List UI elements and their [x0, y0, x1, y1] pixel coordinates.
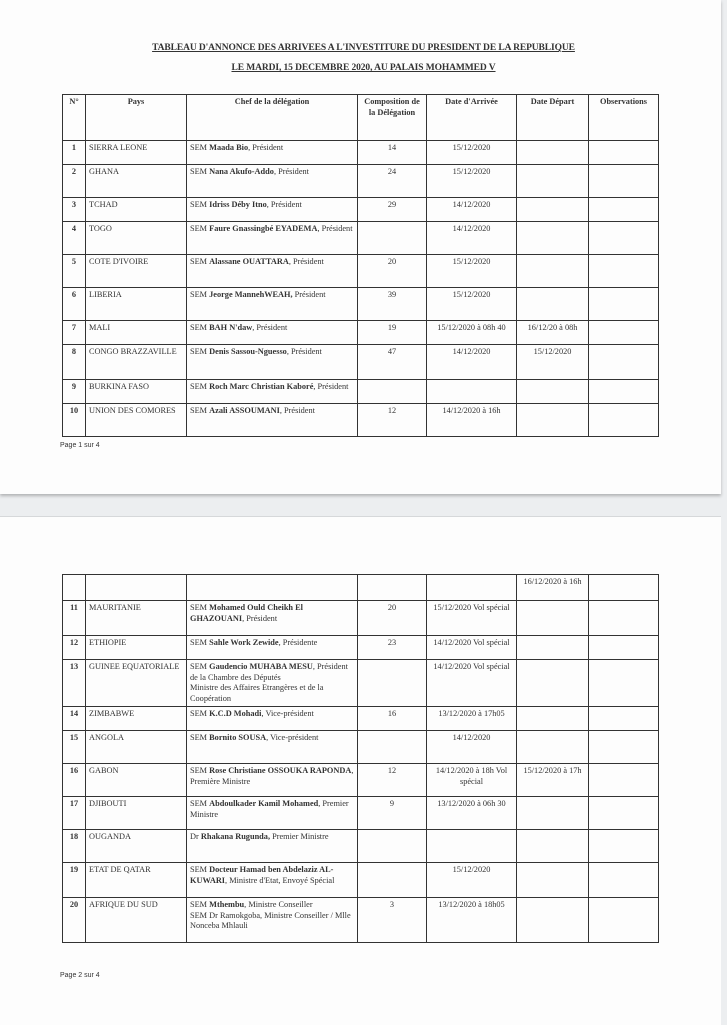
- document-page-2: [0, 516, 721, 1025]
- col-header-departure-date: Date Départ: [517, 95, 589, 141]
- cell-observations: [589, 797, 659, 830]
- delegation-head-name: Nana Akufo-Addo: [209, 167, 274, 176]
- cell-departure-date: [517, 830, 589, 863]
- cell-country: AFRIQUE DU SUD: [86, 898, 187, 943]
- table-row: [63, 764, 659, 797]
- cell-departure-date: 16/12/2020 à 16h: [517, 575, 589, 601]
- arrivals-table-page-1: [62, 94, 659, 437]
- cell-composition: [358, 222, 427, 255]
- delegation-head-prefix: SEM: [190, 662, 210, 671]
- table-row: [63, 731, 659, 764]
- cell-number: 16: [63, 764, 86, 797]
- cell-observations: [589, 707, 659, 731]
- cell-observations: [589, 404, 659, 437]
- cell-departure-date: [517, 141, 589, 165]
- cell-country: [86, 575, 187, 601]
- delegation-head-title: , Président de la Chambre des Députés: [190, 662, 348, 682]
- cell-country: SIERRA LEONE: [86, 141, 187, 165]
- delegation-head-title: , Président: [273, 167, 309, 176]
- cell-arrival-date: 15/12/2020: [427, 165, 517, 198]
- cell-departure-date: [517, 288, 589, 321]
- cell-number: 8: [63, 345, 86, 380]
- delegation-head-prefix: SEM: [190, 167, 210, 176]
- cell-departure-date: 16/12/20 à 08h: [517, 321, 589, 345]
- cell-departure-date: 15/12/2020 à 17h: [517, 764, 589, 797]
- cell-composition: 19: [358, 321, 427, 345]
- table-row: [63, 141, 659, 165]
- delegation-head-title: , Président: [248, 143, 284, 152]
- delegation-head-name: Bornito SOUSA: [209, 733, 267, 742]
- delegation-head-title: , Président: [279, 406, 315, 415]
- cell-arrival-date: [427, 380, 517, 404]
- delegation-head-name: Denis Sassou-Nguesso: [209, 347, 287, 356]
- cell-arrival-date: 15/12/2020 à 08h 40: [427, 321, 517, 345]
- cell-departure-date: [517, 255, 589, 288]
- delegation-head-title: , Présidente: [278, 638, 318, 647]
- delegation-head-name: Sahle Work Zewide: [209, 638, 279, 647]
- cell-composition: [358, 830, 427, 863]
- col-header-delegation-head: Chef de la délégation: [187, 95, 358, 141]
- table-row: [63, 636, 659, 660]
- cell-composition: 20: [358, 255, 427, 288]
- delegation-head-title: , Ministre d'Etat, Envoyé Spécial: [225, 875, 335, 885]
- delegation-head-title: , Président: [288, 257, 324, 266]
- cell-arrival-date: 15/12/2020: [427, 863, 517, 898]
- table-row: [63, 830, 659, 863]
- delegation-head-prefix: SEM: [190, 900, 210, 909]
- cell-country: ANGOLA: [86, 731, 187, 764]
- cell-departure-date: [517, 601, 589, 636]
- cell-number: 5: [63, 255, 86, 288]
- document-subtitle: LE MARDI, 15 DECEMBRE 2020, AU PALAIS MOHAMMED V: [231, 63, 496, 73]
- cell-arrival-date: 14/12/2020 à 16h: [427, 404, 517, 437]
- cell-composition: [358, 660, 427, 707]
- delegation-head-prefix: SEM: [190, 257, 210, 266]
- cell-composition: 20: [358, 601, 427, 636]
- delegation-head-prefix: Dr: [190, 832, 201, 841]
- cell-composition: [358, 380, 427, 404]
- cell-departure-date: [517, 660, 589, 707]
- delegation-head-prefix: SEM: [190, 382, 210, 391]
- col-header-arrival-date: Date d'Arrivée: [427, 95, 517, 141]
- cell-observations: [589, 380, 659, 404]
- table-row: [63, 404, 659, 437]
- delegation-head-name: Jeorge MannehWEAH,: [209, 290, 293, 299]
- delegation-head-title: , Vice-président: [261, 709, 314, 718]
- table-row-continuation: [63, 575, 659, 601]
- cell-observations: [589, 141, 659, 165]
- delegation-head-title: , Ministre Conseiller: [244, 900, 313, 909]
- delegation-head-prefix: SEM: [190, 603, 210, 612]
- cell-country: ZIMBABWE: [86, 707, 187, 731]
- cell-country: MAURITANIE: [86, 601, 187, 636]
- cell-observations: [589, 288, 659, 321]
- cell-composition: 16: [358, 707, 427, 731]
- cell-country: UNION DES COMORES: [86, 404, 187, 437]
- delegation-head-name: Mohamed Ould Cheikh El GHAZOUANI: [190, 603, 303, 623]
- delegation-head-prefix: SEM: [190, 709, 210, 718]
- cell-delegation-head: [187, 707, 358, 731]
- delegation-head-title: , Premier Ministre: [190, 799, 349, 819]
- cell-country: ETAT DE QATAR: [86, 863, 187, 898]
- table-row: [63, 707, 659, 731]
- cell-composition: [358, 731, 427, 764]
- col-header-country: Pays: [86, 95, 187, 141]
- cell-observations: [589, 345, 659, 380]
- cell-departure-date: [517, 731, 589, 764]
- delegation-head-title: , Vice-président: [266, 733, 319, 742]
- delegation-head-prefix: SEM: [190, 766, 210, 775]
- cell-arrival-date: 14/12/2020: [427, 198, 517, 222]
- table-header-row: [63, 95, 659, 141]
- cell-composition: [358, 863, 427, 898]
- delegation-head-name: Maada Bio: [209, 143, 249, 152]
- cell-departure-date: [517, 165, 589, 198]
- cell-country: TOGO: [86, 222, 187, 255]
- cell-number: 17: [63, 797, 86, 830]
- cell-delegation-head: [187, 288, 358, 321]
- cell-departure-date: [517, 863, 589, 898]
- delegation-head-title: , Président: [313, 382, 349, 391]
- cell-number: 12: [63, 636, 86, 660]
- cell-observations: [589, 165, 659, 198]
- cell-delegation-head: [187, 575, 358, 601]
- cell-delegation-head: [187, 636, 358, 660]
- delegation-head-prefix: SEM: [190, 733, 210, 742]
- cell-number: 7: [63, 321, 86, 345]
- table-row: [63, 288, 659, 321]
- delegation-head-prefix: SEM: [190, 200, 210, 209]
- delegation-head-name: Docteur Hamad ben Abdelaziz AL-KUWARI: [190, 865, 334, 885]
- cell-observations: [589, 255, 659, 288]
- cell-country: GUINEE EQUATORIALE: [86, 660, 187, 707]
- table-row: [63, 165, 659, 198]
- delegation-head-name: Rose Christiane OSSOUKA RAPONDA: [209, 766, 352, 775]
- cell-delegation-head: [187, 141, 358, 165]
- cell-delegation-head: [187, 830, 358, 863]
- cell-observations: [589, 731, 659, 764]
- cell-arrival-date: 14/12/2020: [427, 222, 517, 255]
- cell-number: 9: [63, 380, 86, 404]
- col-header-number: N°: [63, 95, 86, 141]
- cell-arrival-date: 13/12/2020 à 17h05: [427, 707, 517, 731]
- cell-number: 10: [63, 404, 86, 437]
- cell-country: GHANA: [86, 165, 187, 198]
- delegation-head-prefix: SEM: [190, 347, 210, 356]
- delegation-head-prefix: SEM: [190, 290, 210, 299]
- cell-country: ETHIOPIE: [86, 636, 187, 660]
- delegation-head-title: , Président: [252, 323, 288, 332]
- cell-number: 2: [63, 165, 86, 198]
- table-row: [63, 863, 659, 898]
- cell-number: 1: [63, 141, 86, 165]
- delegation-head-name: Alassane OUATTARA: [209, 257, 289, 266]
- document-page-1: [0, 0, 721, 494]
- cell-number: 15: [63, 731, 86, 764]
- cell-country: LIBERIA: [86, 288, 187, 321]
- delegation-head-name: Abdoulkader Kamil Mohamed: [209, 799, 319, 808]
- table-row: [63, 380, 659, 404]
- delegation-head-title: , Première Ministre: [190, 766, 354, 786]
- cell-observations: [589, 601, 659, 636]
- cell-composition: 39: [358, 288, 427, 321]
- table-row: [63, 797, 659, 830]
- cell-arrival-date: 13/12/2020 à 06h 30: [427, 797, 517, 830]
- cell-composition: 29: [358, 198, 427, 222]
- cell-number: 18: [63, 830, 86, 863]
- cell-arrival-date: 15/12/2020: [427, 255, 517, 288]
- cell-delegation-head: [187, 797, 358, 830]
- cell-number: 14: [63, 707, 86, 731]
- cell-departure-date: [517, 404, 589, 437]
- cell-arrival-date: [427, 575, 517, 601]
- cell-arrival-date: 15/12/2020: [427, 288, 517, 321]
- cell-arrival-date: 14/12/2020 à 18h Vol spécial: [427, 764, 517, 797]
- cell-number: 6: [63, 288, 86, 321]
- cell-number: 4: [63, 222, 86, 255]
- delegation-head-prefix: SEM: [190, 143, 210, 152]
- delegation-head-extra: SEM Dr Ramokgoba, Ministre Conseiller / Mlle Nonceba Mhlauli: [190, 910, 351, 930]
- cell-departure-date: [517, 380, 589, 404]
- delegation-head-title: Premier Ministre: [270, 832, 329, 841]
- cell-observations: [589, 198, 659, 222]
- cell-delegation-head: [187, 345, 358, 380]
- cell-composition: 14: [358, 141, 427, 165]
- cell-composition: 47: [358, 345, 427, 380]
- cell-delegation-head: [187, 222, 358, 255]
- cell-number: 3: [63, 198, 86, 222]
- cell-delegation-head: [187, 198, 358, 222]
- table-row: [63, 345, 659, 380]
- cell-arrival-date: 15/12/2020 Vol spécial: [427, 601, 517, 636]
- cell-departure-date: [517, 636, 589, 660]
- delegation-head-title: , Président: [317, 224, 353, 233]
- cell-observations: [589, 636, 659, 660]
- table-row: [63, 660, 659, 707]
- cell-arrival-date: 14/12/2020: [427, 345, 517, 380]
- delegation-head-title: , Président: [266, 200, 302, 209]
- col-header-composition: Composition de la Délégation: [358, 95, 427, 141]
- delegation-head-prefix: SEM: [190, 799, 210, 808]
- cell-delegation-head: [187, 165, 358, 198]
- cell-departure-date: [517, 707, 589, 731]
- cell-delegation-head: [187, 601, 358, 636]
- cell-observations: [589, 830, 659, 863]
- cell-delegation-head: [187, 731, 358, 764]
- delegation-head-prefix: SEM: [190, 224, 210, 233]
- delegation-head-title: , Président: [286, 347, 322, 356]
- table-row: [63, 222, 659, 255]
- delegation-head-name: Idriss Déby Itno: [209, 200, 267, 209]
- cell-country: GABON: [86, 764, 187, 797]
- table-row: [63, 321, 659, 345]
- cell-observations: [589, 575, 659, 601]
- table-row: [63, 898, 659, 943]
- document-title: TABLEAU D'ANNONCE DES ARRIVEES A L'INVESTITURE DU PRESIDENT DE LA REPUBLIQUE: [152, 43, 575, 53]
- delegation-head-prefix: SEM: [190, 865, 210, 874]
- cell-arrival-date: 13/12/2020 à 18h05: [427, 898, 517, 943]
- delegation-head-name: Rhakana Rugunda,: [200, 832, 271, 841]
- delegation-head-title: , Président: [242, 613, 278, 623]
- cell-observations: [589, 863, 659, 898]
- cell-country: COTE D'IVOIRE: [86, 255, 187, 288]
- delegation-head-name: Gaudencio MUHABA MESU: [209, 662, 313, 671]
- page-footer: Page 2 sur 4: [60, 972, 100, 979]
- cell-composition: 24: [358, 165, 427, 198]
- cell-delegation-head: [187, 863, 358, 898]
- cell-country: CONGO BRAZZAVILLE: [86, 345, 187, 380]
- table-row: [63, 255, 659, 288]
- cell-departure-date: 15/12/2020: [517, 345, 589, 380]
- delegation-head-name: Roch Marc Christian Kaboré: [209, 382, 314, 391]
- delegation-head-name: Mthembu: [209, 900, 245, 909]
- cell-country: MALI: [86, 321, 187, 345]
- delegation-head-prefix: SEM: [190, 638, 210, 647]
- col-header-observations: Observations: [589, 95, 659, 141]
- cell-delegation-head: [187, 404, 358, 437]
- cell-delegation-head: [187, 764, 358, 797]
- arrivals-table-page-2: [62, 574, 659, 943]
- cell-delegation-head: [187, 898, 358, 943]
- table-row: [63, 601, 659, 636]
- cell-departure-date: [517, 198, 589, 222]
- delegation-head-extra: Ministre des Affaires Etrangères et de la Coopération: [190, 683, 324, 703]
- cell-composition: [358, 575, 427, 601]
- cell-delegation-head: [187, 255, 358, 288]
- cell-country: OUGANDA: [86, 830, 187, 863]
- cell-composition: 12: [358, 764, 427, 797]
- delegation-head-prefix: SEM: [190, 406, 210, 415]
- cell-delegation-head: [187, 380, 358, 404]
- cell-departure-date: [517, 222, 589, 255]
- cell-departure-date: [517, 898, 589, 943]
- delegation-head-name: Faure Gnassingbé EYADEMA: [209, 224, 318, 233]
- cell-number: 13: [63, 660, 86, 707]
- cell-country: BURKINA FASO: [86, 380, 187, 404]
- cell-arrival-date: 14/12/2020 Vol spécial: [427, 636, 517, 660]
- cell-arrival-date: 14/12/2020: [427, 731, 517, 764]
- delegation-head-name: BAH N'daw: [209, 323, 253, 332]
- cell-composition: 9: [358, 797, 427, 830]
- cell-observations: [589, 898, 659, 943]
- cell-composition: 12: [358, 404, 427, 437]
- cell-arrival-date: 14/12/2020 Vol spécial: [427, 660, 517, 707]
- cell-departure-date: [517, 797, 589, 830]
- cell-country: DJIBOUTI: [86, 797, 187, 830]
- cell-number: [63, 575, 86, 601]
- cell-arrival-date: [427, 830, 517, 863]
- delegation-head-name: Azali ASSOUMANI: [209, 406, 280, 415]
- cell-composition: 3: [358, 898, 427, 943]
- cell-number: 19: [63, 863, 86, 898]
- cell-observations: [589, 222, 659, 255]
- cell-arrival-date: 15/12/2020: [427, 141, 517, 165]
- table-row: [63, 198, 659, 222]
- cell-delegation-head: [187, 660, 358, 707]
- cell-country: TCHAD: [86, 198, 187, 222]
- cell-delegation-head: [187, 321, 358, 345]
- cell-observations: [589, 660, 659, 707]
- cell-number: 11: [63, 601, 86, 636]
- delegation-head-title: Président: [292, 290, 326, 299]
- delegation-head-prefix: SEM: [190, 323, 210, 332]
- cell-number: 20: [63, 898, 86, 943]
- delegation-head-name: K.C.D Mohadi: [209, 709, 262, 718]
- cell-observations: [589, 321, 659, 345]
- cell-composition: 23: [358, 636, 427, 660]
- page-footer: Page 1 sur 4: [60, 442, 100, 449]
- cell-observations: [589, 764, 659, 797]
